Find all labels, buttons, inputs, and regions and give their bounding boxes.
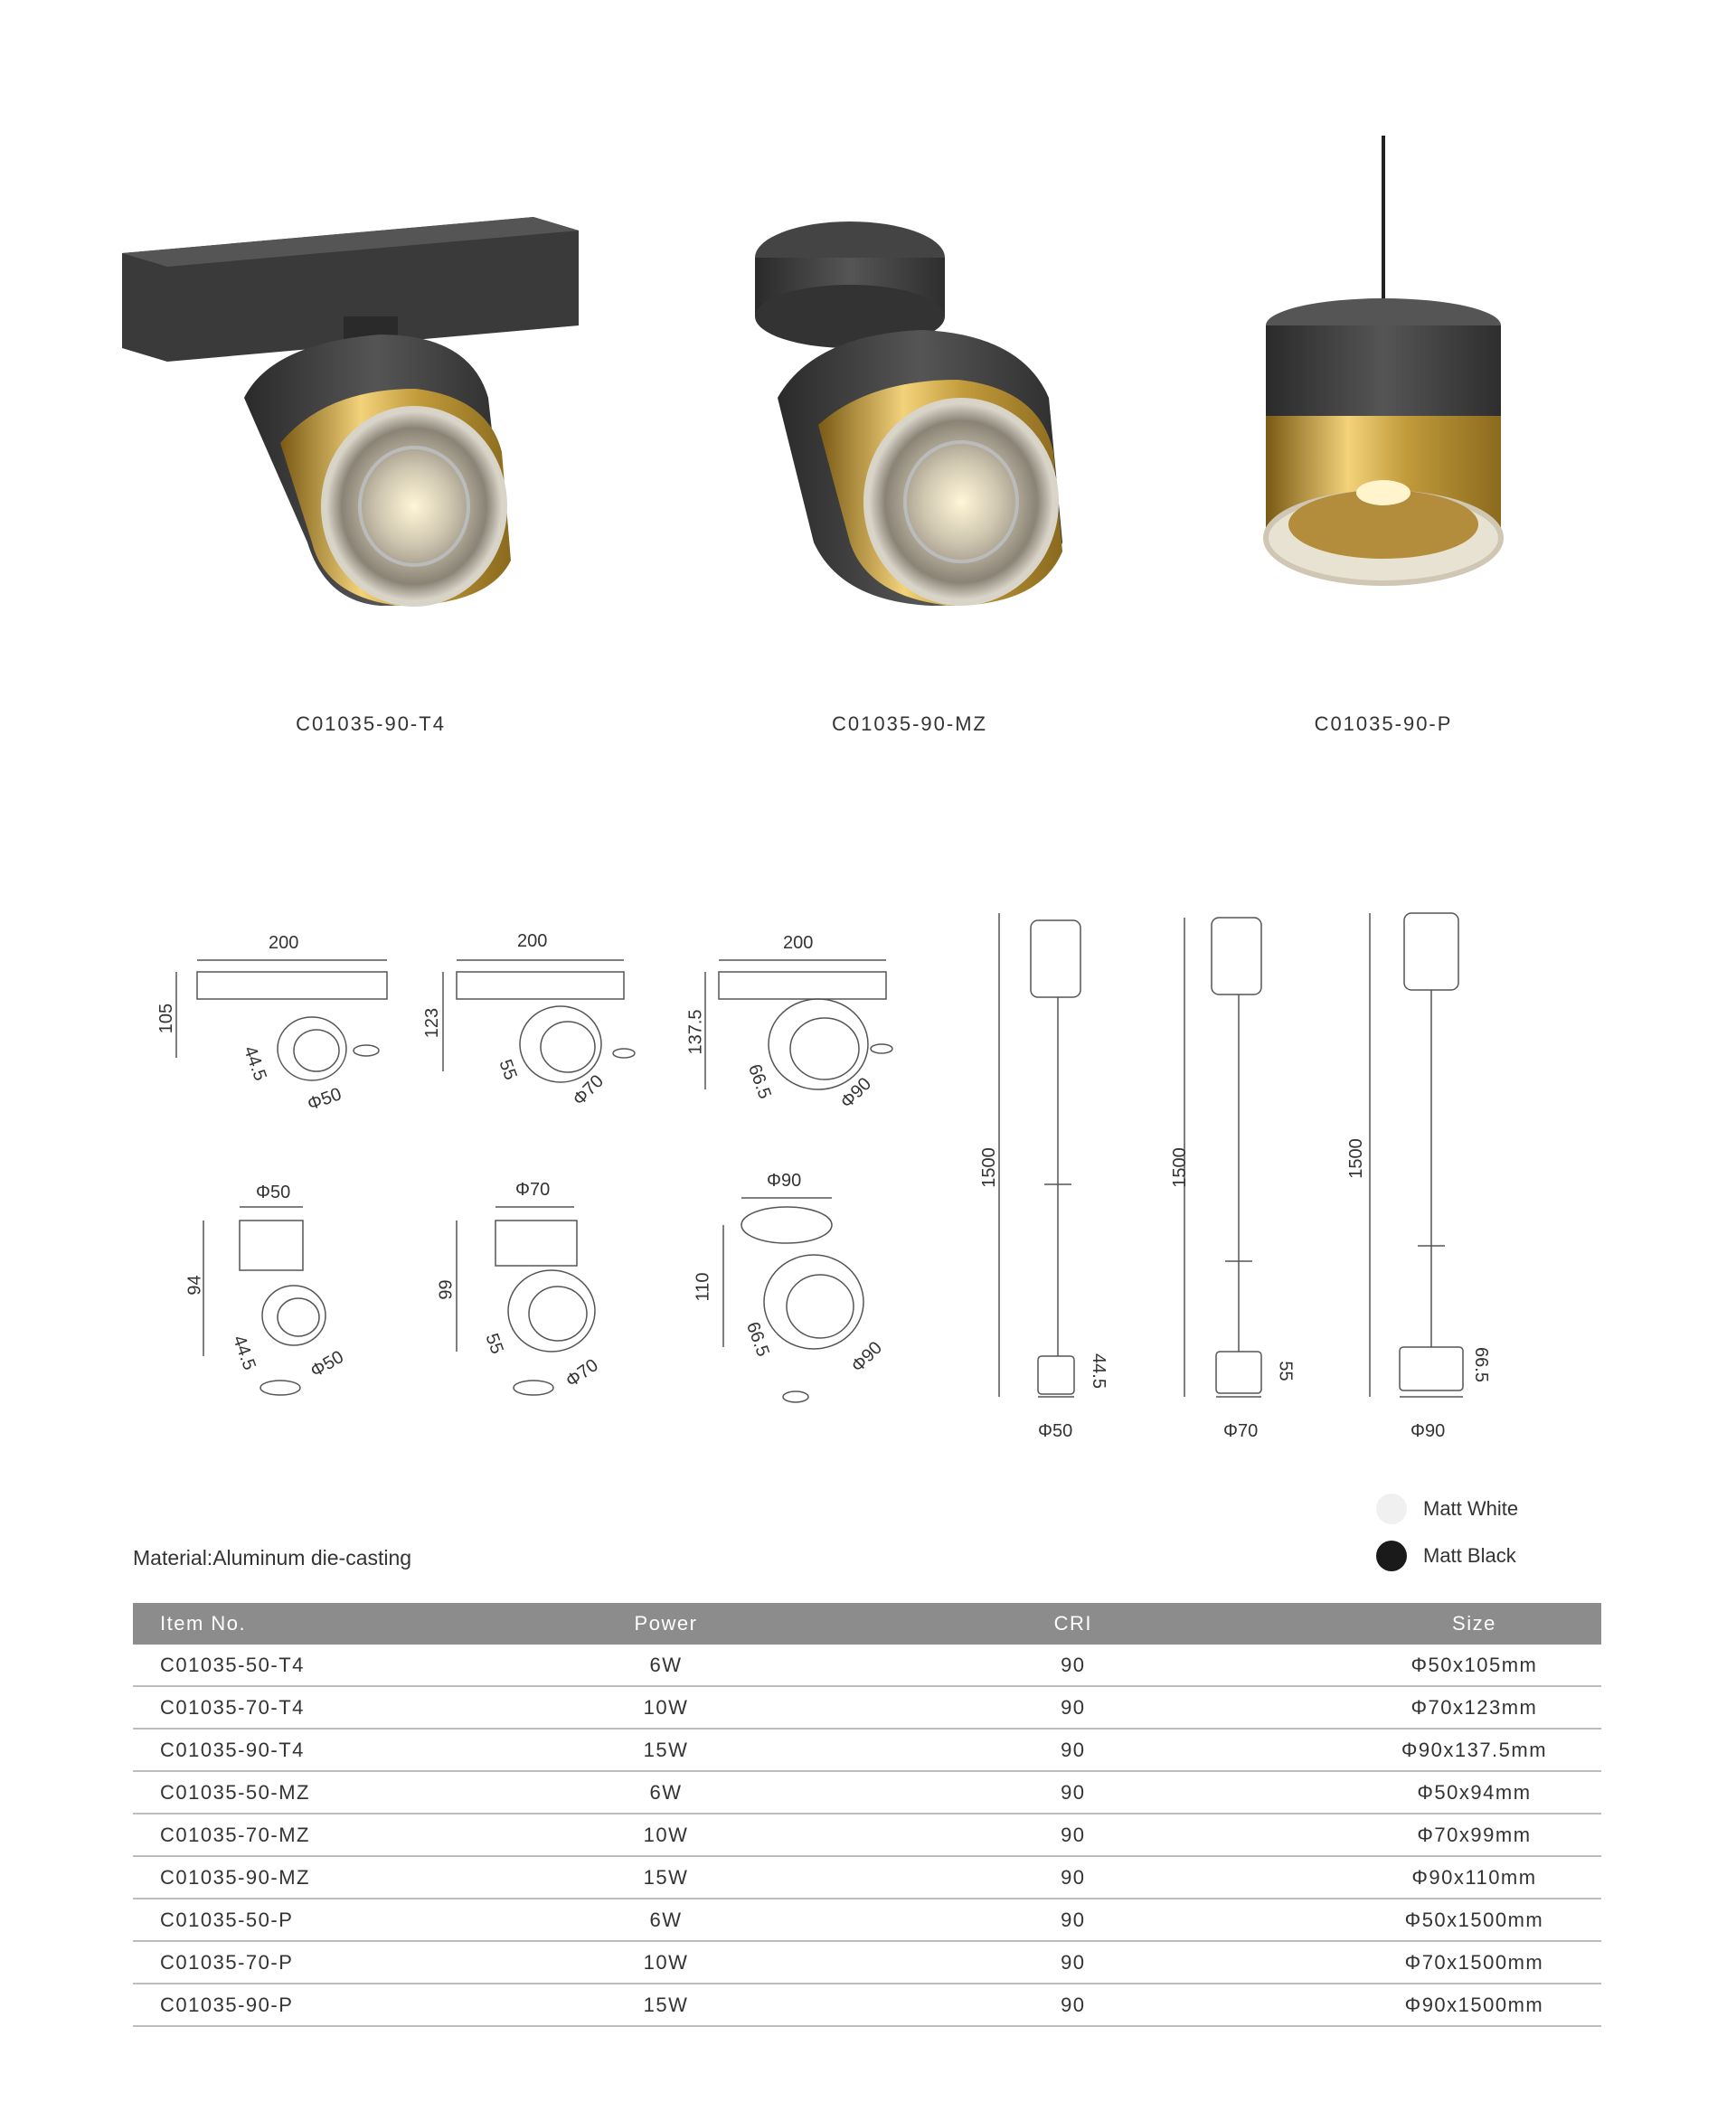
table-row	[133, 1686, 1601, 1729]
table-row	[133, 1856, 1601, 1899]
cell-cri: 90	[799, 1771, 1347, 1814]
cell-item: C01035-90-MZ	[133, 1856, 533, 1899]
dim-label: Φ70	[561, 1355, 602, 1392]
cell-power: 6W	[533, 1771, 799, 1814]
color-option-black	[1376, 1541, 1516, 1571]
material-text: Material:Aluminum die-casting	[133, 1546, 412, 1569]
header-power: Power	[533, 1603, 799, 1645]
cell-size: Φ50x105mm	[1347, 1645, 1601, 1686]
dim-label: Φ90	[767, 1171, 802, 1191]
dim-label: 123	[422, 1007, 443, 1039]
dim-label: 44.5	[228, 1333, 259, 1373]
cell-cri: 90	[799, 1899, 1347, 1941]
cell-size: Φ50x1500mm	[1347, 1899, 1601, 1941]
dim-label: 66.5	[743, 1061, 775, 1102]
cell-power: 10W	[533, 1814, 799, 1856]
cell-size: Φ90x137.5mm	[1347, 1729, 1601, 1771]
product-caption-track: C01035-90-T4	[296, 712, 446, 735]
cell-power: 15W	[533, 1729, 799, 1771]
dim-label: 94	[184, 1275, 205, 1296]
cell-power: 10W	[533, 1941, 799, 1984]
header-item-no: Item No.	[133, 1603, 533, 1645]
table-row	[133, 1729, 1601, 1771]
cell-item: C01035-90-P	[133, 1984, 533, 2026]
dim-label: 200	[783, 933, 814, 953]
header-cri: CRI	[799, 1603, 1347, 1645]
cell-item: C01035-50-MZ	[133, 1771, 533, 1814]
dim-label: Φ50	[307, 1346, 347, 1382]
dim-label: 44.5	[1088, 1353, 1109, 1389]
dim-label: 55	[481, 1331, 507, 1357]
dim-label: 55	[1275, 1361, 1296, 1381]
dim-label: Φ70	[1223, 1421, 1259, 1441]
cell-power: 6W	[533, 1645, 799, 1686]
cell-power: 15W	[533, 1856, 799, 1899]
cell-cri: 90	[799, 1814, 1347, 1856]
product-caption-surface: C01035-90-MZ	[832, 712, 987, 735]
cell-power: 10W	[533, 1686, 799, 1729]
track-light-icon	[122, 217, 579, 606]
spec-table	[133, 1603, 1601, 2027]
color-option-white	[1376, 1494, 1518, 1524]
dim-label: Φ90	[847, 1337, 887, 1377]
dim-label: 44.5	[239, 1043, 270, 1084]
cell-power: 6W	[533, 1899, 799, 1941]
cell-item: C01035-50-P	[133, 1899, 533, 1941]
product-caption-pendant: C01035-90-P	[1314, 712, 1453, 735]
cell-size: Φ70x99mm	[1347, 1814, 1601, 1856]
color-name: Matt White	[1423, 1497, 1519, 1520]
cell-power: 15W	[533, 1984, 799, 2026]
dim-label: 1500	[978, 1147, 999, 1188]
header-size: Size	[1347, 1603, 1601, 1645]
cell-cri: 90	[799, 1984, 1347, 2026]
cell-cri: 90	[799, 1941, 1347, 1984]
dim-label: 66.5	[741, 1319, 773, 1360]
drawing-labels	[0, 895, 1736, 1474]
cell-item: C01035-70-T4	[133, 1686, 533, 1729]
table-row	[133, 1771, 1601, 1814]
pendant-light-icon	[1266, 136, 1501, 583]
table-row	[133, 1814, 1601, 1856]
table-row	[133, 1899, 1601, 1941]
cell-size: Φ70x1500mm	[1347, 1941, 1601, 1984]
dim-label: 1500	[1345, 1138, 1366, 1179]
dim-label: Φ50	[1038, 1421, 1073, 1441]
dim-label: Φ90	[1410, 1421, 1446, 1441]
dim-label: 200	[269, 933, 299, 953]
dim-label: Φ70	[569, 1070, 609, 1110]
dim-label: 66.5	[1470, 1347, 1491, 1382]
color-name: Matt Black	[1423, 1544, 1516, 1567]
cell-item: C01035-70-P	[133, 1941, 533, 1984]
cell-size: Φ70x123mm	[1347, 1686, 1601, 1729]
table-header-row	[133, 1603, 1601, 1645]
black-swatch-icon	[1376, 1541, 1407, 1571]
product-photos	[0, 0, 1736, 723]
dim-label: Φ70	[515, 1180, 551, 1200]
dim-label: Φ50	[256, 1183, 291, 1202]
cell-item: C01035-90-T4	[133, 1729, 533, 1771]
white-swatch-icon	[1376, 1494, 1407, 1524]
dim-label: Φ90	[836, 1073, 876, 1113]
table-row	[133, 1645, 1601, 1686]
cell-item: C01035-50-T4	[133, 1645, 533, 1686]
dim-label: 200	[517, 931, 548, 951]
cell-size: Φ90x1500mm	[1347, 1984, 1601, 2026]
dim-label: Φ50	[305, 1084, 344, 1115]
cell-cri: 90	[799, 1729, 1347, 1771]
dim-label: 137.5	[685, 1009, 706, 1055]
cell-size: Φ50x94mm	[1347, 1771, 1601, 1814]
dim-label: 105	[156, 1003, 177, 1034]
dim-label: 1500	[1169, 1147, 1190, 1188]
dim-label: 55	[495, 1057, 521, 1083]
table-row	[133, 1984, 1601, 2026]
cell-cri: 90	[799, 1856, 1347, 1899]
cell-size: Φ90x110mm	[1347, 1856, 1601, 1899]
surface-spot-light-icon	[755, 222, 1062, 606]
cell-cri: 90	[799, 1645, 1347, 1686]
cell-cri: 90	[799, 1686, 1347, 1729]
table-row	[133, 1941, 1601, 1984]
dim-label: 110	[693, 1272, 713, 1302]
cell-item: C01035-70-MZ	[133, 1814, 533, 1856]
dim-label: 99	[436, 1279, 457, 1300]
